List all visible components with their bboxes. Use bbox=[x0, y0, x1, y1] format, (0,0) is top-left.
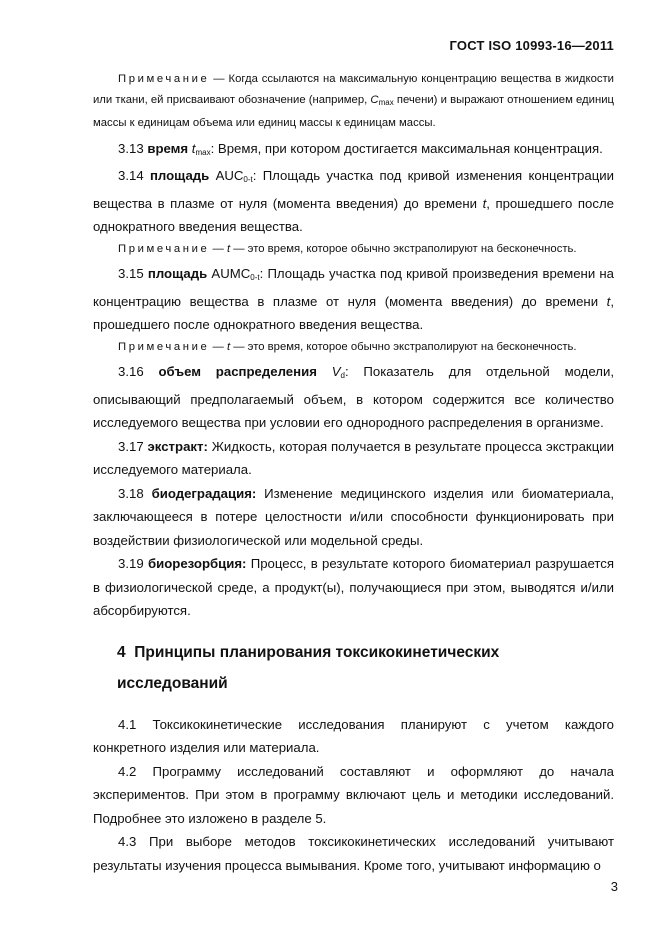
paragraph-text: Токсикокинетические исследования планируют с учетом каждого конкретного изделия или материала. bbox=[93, 716, 614, 755]
note-1 bbox=[93, 69, 614, 134]
page-content bbox=[93, 69, 614, 877]
term-definition: , прошедшего после однократного введения вещества. bbox=[93, 293, 614, 332]
page-number: 3 bbox=[610, 879, 618, 894]
term-definition: Время, при котором достигается максимальная концентрация. bbox=[214, 140, 603, 156]
note-text: — это время, которое обычно экстраполируют на бесконечность. bbox=[230, 340, 577, 353]
note-text: — это время, которое обычно экстраполируют на бесконечность. bbox=[230, 242, 577, 255]
note-text: печени) и выражают отношением единиц массы к единицам объема или единиц массы к единицам массы. bbox=[93, 93, 614, 129]
term-name: время bbox=[147, 140, 189, 156]
paragraph-4-2 bbox=[93, 760, 614, 831]
symbol-subscript: 0-t bbox=[243, 175, 253, 184]
symbol-t: t bbox=[226, 242, 231, 255]
section-title: Принципы планирования токсикокинетических исследований bbox=[117, 643, 500, 692]
symbol-subscript: max bbox=[195, 147, 211, 157]
symbol-subscript: 0-t bbox=[250, 273, 260, 282]
term-definition: : Площадь участка под кривой произведения времени на концентрацию вещества в плазме от нуля (момента введения) до времени bbox=[93, 266, 615, 309]
term-number: 3.13 bbox=[118, 140, 144, 156]
paragraph-number: 4.3 bbox=[118, 834, 137, 849]
note-2 bbox=[93, 239, 614, 260]
term-name: биодеградация: bbox=[151, 485, 257, 501]
term-3-13 bbox=[93, 137, 614, 165]
note-text: — bbox=[209, 340, 227, 353]
note-label: Примечание bbox=[118, 242, 210, 255]
term-colon: : bbox=[210, 140, 215, 156]
paragraph-text: При выборе методов токсикокинетических исследований учитывают результаты изучения процесса вымывания. Кроме того, учитывают информацию о bbox=[93, 834, 614, 873]
symbol-t: t bbox=[226, 340, 231, 353]
symbol-subscript: max bbox=[378, 97, 394, 107]
term-number: 3.19 bbox=[118, 556, 144, 571]
term-definition: Жидкость, которая получается в результате процесса экстракции исследуемого материала. bbox=[93, 438, 614, 477]
term-name: площадь bbox=[149, 168, 210, 183]
symbol-subscript: d bbox=[340, 371, 345, 380]
term-number: 3.14 bbox=[118, 168, 144, 183]
term-definition: , прошедшего после однократного введения вещества. bbox=[93, 195, 614, 234]
symbol-t: t bbox=[606, 293, 611, 309]
standard-code-header: ГОСТ ISO 10993-16—2011 bbox=[449, 38, 614, 53]
note-3 bbox=[93, 337, 614, 358]
section-heading bbox=[117, 637, 614, 699]
symbol: C bbox=[370, 93, 379, 106]
symbol: AUMC bbox=[211, 266, 251, 281]
symbol: V bbox=[331, 364, 341, 379]
term-number: 3.16 bbox=[118, 364, 144, 379]
symbol-t: t bbox=[482, 195, 487, 211]
note-label: Примечание bbox=[118, 73, 210, 85]
paragraph-text: Программу исследований составляют и оформляют до начала экспериментов. При этом в программу включают цель и методики исследований. Подробнее это изложено в разделе 5. bbox=[93, 763, 614, 826]
term-name: объем распределения bbox=[158, 364, 317, 379]
term-number: 3.15 bbox=[118, 266, 144, 281]
paragraph-4-3 bbox=[93, 830, 614, 877]
term-number: 3.18 bbox=[118, 485, 144, 501]
symbol: AUC bbox=[215, 168, 244, 183]
note-text: — Когда ссылаются на максимальную концентрацию вещества в жидкости или ткани, ей присваивают обозначение (например, bbox=[93, 73, 614, 106]
term-3-14 bbox=[93, 164, 614, 239]
section-number: 4 bbox=[117, 643, 126, 661]
term-name: биорезорбция: bbox=[147, 556, 247, 571]
note-label: Примечание bbox=[118, 340, 210, 353]
term-3-19 bbox=[93, 552, 614, 623]
term-definition: Изменение медицинского изделия или биоматериала, заключающееся в потере целостности и/или способности функционировать при воздействии физиологической или модельной среды. bbox=[93, 485, 614, 548]
term-name: площадь bbox=[147, 266, 208, 281]
term-3-17 bbox=[93, 435, 614, 482]
paragraph-number: 4.1 bbox=[118, 716, 137, 732]
note-text: — bbox=[209, 242, 227, 255]
term-3-18 bbox=[93, 482, 614, 553]
term-number: 3.17 bbox=[118, 438, 144, 454]
term-name: экстракт: bbox=[147, 438, 208, 454]
paragraph-4-1 bbox=[93, 713, 614, 760]
term-definition: : Показатель для отдельной модели, описывающий предполагаемый объем, в котором содержится все количество исследуемого вещества при условии его однородного распределения в организме. bbox=[93, 364, 615, 430]
term-3-15 bbox=[93, 262, 614, 337]
term-3-16 bbox=[93, 360, 614, 435]
symbol: t bbox=[191, 140, 196, 156]
term-definition: Процесс, в результате которого биоматериал разрушается в физиологической среде, а продукт(ы), получающиеся при этом, выводятся и/или абсорбируются. bbox=[93, 556, 614, 618]
paragraph-number: 4.2 bbox=[118, 763, 137, 779]
term-definition: : Площадь участка под кривой изменения концентрации вещества в плазме от нуля (момента введения) до времени bbox=[93, 168, 614, 211]
